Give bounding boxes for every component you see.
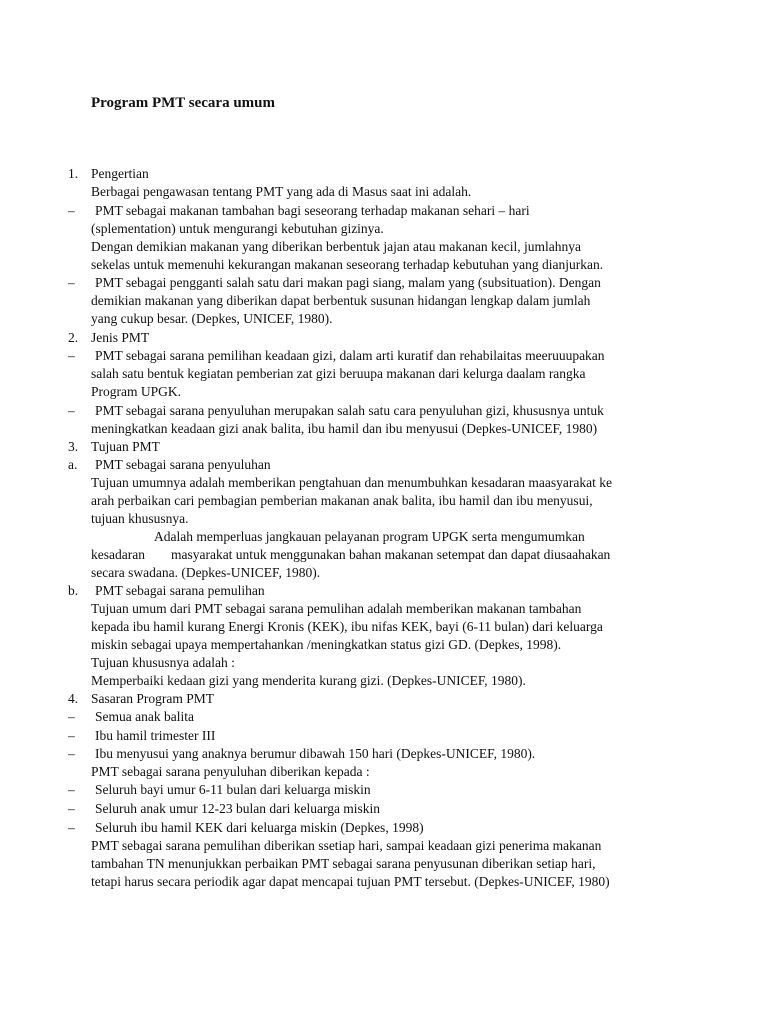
text-line: demikian makanan yang diberikan dapat berbentuk susunan hidangan lengkap dalam jumlah — [91, 293, 591, 308]
list-marker: – — [68, 275, 75, 290]
list-marker: 2. — [68, 330, 79, 345]
text-line: Dengan demikian makanan yang diberikan berbentuk jajan atau makanan kecil, jumlahnya — [91, 239, 581, 254]
text-line: Program UPGK. — [91, 384, 181, 399]
list-marker: a. — [68, 457, 78, 472]
text-line: tujuan khususnya. — [91, 511, 189, 526]
page-title: Program PMT secara umum — [91, 95, 275, 111]
list-marker: 4. — [68, 691, 79, 706]
text-line: salah satu bentuk kegiatan pemberian zat gizi beruupa makanan dari kelurga daalam rangka — [91, 366, 586, 381]
text-line: sekelas untuk memenuhi kekurangan makanan seseorang terhadap kebutuhan yang dianjurkan. — [91, 257, 604, 272]
section-heading: Tujuan PMT — [91, 439, 160, 454]
text-line — [91, 546, 610, 564]
list-marker: – — [68, 820, 75, 835]
bullet-text: Semua anak balita — [95, 709, 194, 724]
text-line: Memperbaiki kedaan gizi yang menderita kurang gizi. (Depkes-UNICEF, 1980). — [91, 673, 526, 688]
text-line: (splementation) untuk mengurangi kebutuhan gizinya. — [91, 221, 384, 236]
bullet-text: Seluruh anak umur 12-23 bulan dari keluarga miskin — [95, 801, 381, 816]
list-marker: – — [68, 782, 75, 797]
text-line: arah perbaikan cari pembagian pemberian makanan anak balita, ibu hamil dan ibu menyusui, — [91, 493, 593, 508]
text-line: yang cukup besar. (Depkes, UNICEF, 1980). — [91, 311, 333, 326]
bullet-text: Ibu menyusui yang anaknya berumur dibawah 150 hari (Depkes-UNICEF, 1980). — [95, 746, 536, 761]
text-line: Tujuan umum dari PMT sebagai sarana pemulihan adalah memberikan makanan tambahan — [91, 601, 582, 616]
text-line: tambahan TN menunjukkan perbaikan PMT sebagai sarana penyusunan diberikan setiap hari, — [91, 856, 596, 871]
text-line: Adalah memperluas jangkauan pelayanan program UPGK serta mengumumkan — [154, 529, 585, 544]
bullet-text: PMT sebagai makanan tambahan bagi seseorang terhadap makanan sehari – hari — [95, 203, 530, 218]
text-fragment: kesadaran — [91, 547, 145, 562]
section-heading: Sasaran Program PMT — [91, 691, 214, 706]
subsection-heading: PMT sebagai sarana penyuluhan — [95, 457, 271, 472]
text-line: miskin sebagai upaya mempertahankan /meningkatkan status gizi GD. (Depkes, 1998). — [91, 637, 562, 652]
list-marker: 3. — [68, 439, 79, 454]
list-marker: – — [68, 801, 75, 816]
text-line: Berbagai pengawasan tentang PMT yang ada di Masus saat ini adalah. — [91, 184, 472, 199]
text-line: PMT sebagai sarana penyuluhan diberikan kepada : — [91, 764, 370, 779]
text-line: Tujuan umumnya adalah memberikan pengtahuan dan menumbuhkan kesadaran maasyarakat ke — [91, 475, 612, 490]
bullet-text: PMT sebagai pengganti salah satu dari makan pagi siang, malam yang (subsituation). Dengan — [95, 275, 601, 290]
text-line: tetapi harus secara periodik agar dapat mencapai tujuan PMT tersebut. (Depkes-UNICEF, 1980) — [91, 874, 610, 889]
text-line: Tujuan khususnya adalah : — [91, 655, 235, 670]
list-marker: – — [68, 348, 75, 363]
bullet-text: Seluruh ibu hamil KEK dari keluarga miskin (Depkes, 1998) — [95, 820, 424, 835]
list-marker: – — [68, 709, 75, 724]
bullet-text: PMT sebagai sarana penyuluhan merupakan salah satu cara penyuluhan gizi, khususnya untuk — [95, 403, 604, 418]
subsection-heading: PMT sebagai sarana pemulihan — [95, 583, 265, 598]
text-line: meningkatkan keadaan gizi anak balita, ibu hamil dan ibu menyusui (Depkes-UNICEF, 1980) — [91, 421, 598, 436]
section-heading: Jenis PMT — [91, 330, 150, 345]
bullet-text: PMT sebagai sarana pemilihan keadaan gizi, dalam arti kuratif dan rehabilaitas meeruuupakan — [95, 348, 605, 363]
list-marker: b. — [68, 583, 79, 598]
bullet-text: Seluruh bayi umur 6-11 bulan dari keluarga miskin — [95, 782, 371, 797]
text-line: secara swadana. (Depkes-UNICEF, 1980). — [91, 565, 321, 580]
text-line: PMT sebagai sarana pemulihan diberikan ssetiap hari, sampai keadaan gizi penerima makanan — [91, 838, 602, 853]
list-marker: – — [68, 746, 75, 761]
list-marker: – — [68, 403, 75, 418]
list-marker: 1. — [68, 166, 79, 181]
list-marker: – — [68, 203, 75, 218]
text-fragment: masyarakat untuk menggunakan bahan makanan setempat dan dapat diusaahakan — [170, 547, 611, 562]
list-marker: – — [68, 728, 75, 743]
text-line: kepada ibu hamil kurang Energi Kronis (KEK), ibu nifas KEK, bayi (6-11 bulan) dari keluarga — [91, 619, 603, 634]
bullet-text: Ibu hamil trimester III — [95, 728, 216, 743]
section-heading: Pengertian — [91, 166, 149, 181]
